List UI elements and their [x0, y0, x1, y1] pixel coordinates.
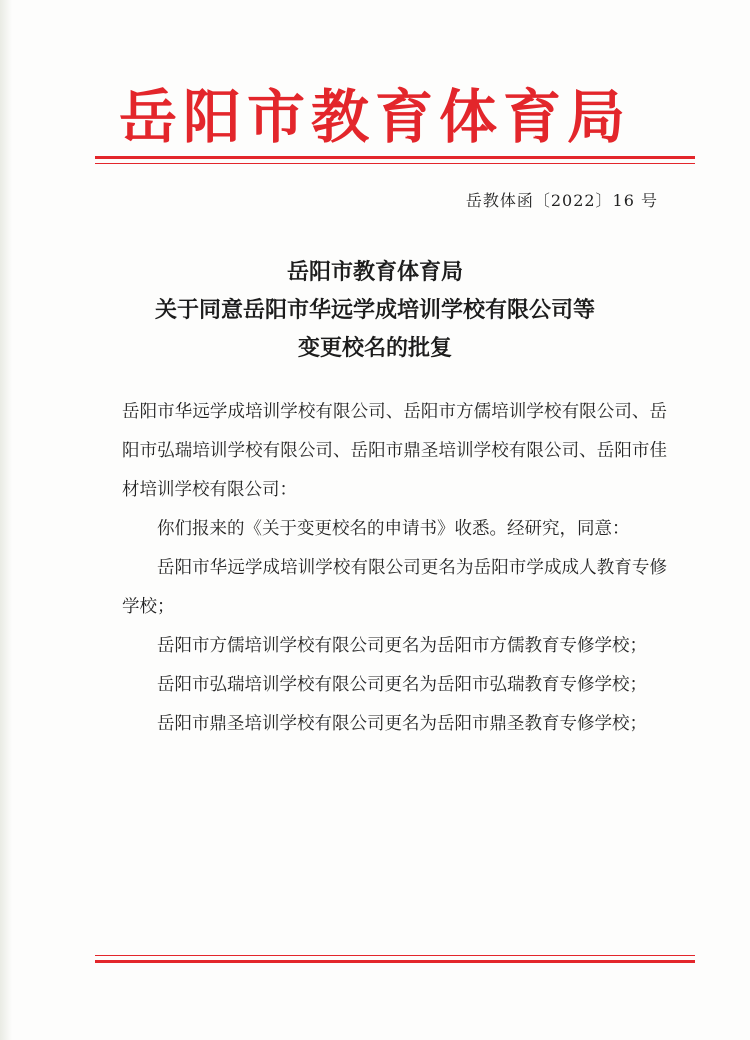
paragraph-rename-dingsheng: 岳阳市鼎圣培训学校有限公司更名为岳阳市鼎圣教育专修学校； — [157, 714, 647, 734]
paragraph-rename-hongrui: 岳阳市弘瑞培训学校有限公司更名为岳阳市弘瑞教育专修学校； — [157, 675, 647, 695]
masthead-title: 岳阳市教育体育局 — [118, 83, 631, 151]
title-line-2: 关于同意岳阳市华远学成培训学校有限公司等 — [154, 297, 595, 323]
masthead-rule-thin — [95, 163, 695, 164]
document-title — [0, 253, 750, 367]
paragraph-rename-huayuan: 岳阳市华远学成培训学校有限公司更名为岳阳市学成成人教育专修学校； — [122, 558, 667, 617]
paragraph-rename-fangru: 岳阳市方儒培训学校有限公司更名为岳阳市方儒教育专修学校； — [157, 636, 647, 656]
footer-rule-thin — [95, 955, 695, 956]
title-line-3: 变更校名的批复 — [297, 335, 452, 361]
title-line-1: 岳阳市教育体育局 — [286, 259, 463, 285]
paragraph-receipt: 你们报来的《关于变更校名的申请书》收悉。经研究，同意： — [157, 519, 630, 539]
masthead-rule-thick — [95, 156, 695, 159]
scan-edge-shadow — [0, 0, 12, 1040]
addressee: 岳阳市华远学成培训学校有限公司、岳阳市方儒培训学校有限公司、岳阳市弘瑞培训学校有限公司、岳阳市鼎圣培训学校有限公司、岳阳市佳材培训学校有限公司： — [122, 402, 667, 500]
document-number: 岳教体函〔2022〕16 号 — [465, 191, 658, 210]
document-body — [122, 393, 667, 744]
footer-rule-thick — [95, 960, 695, 963]
